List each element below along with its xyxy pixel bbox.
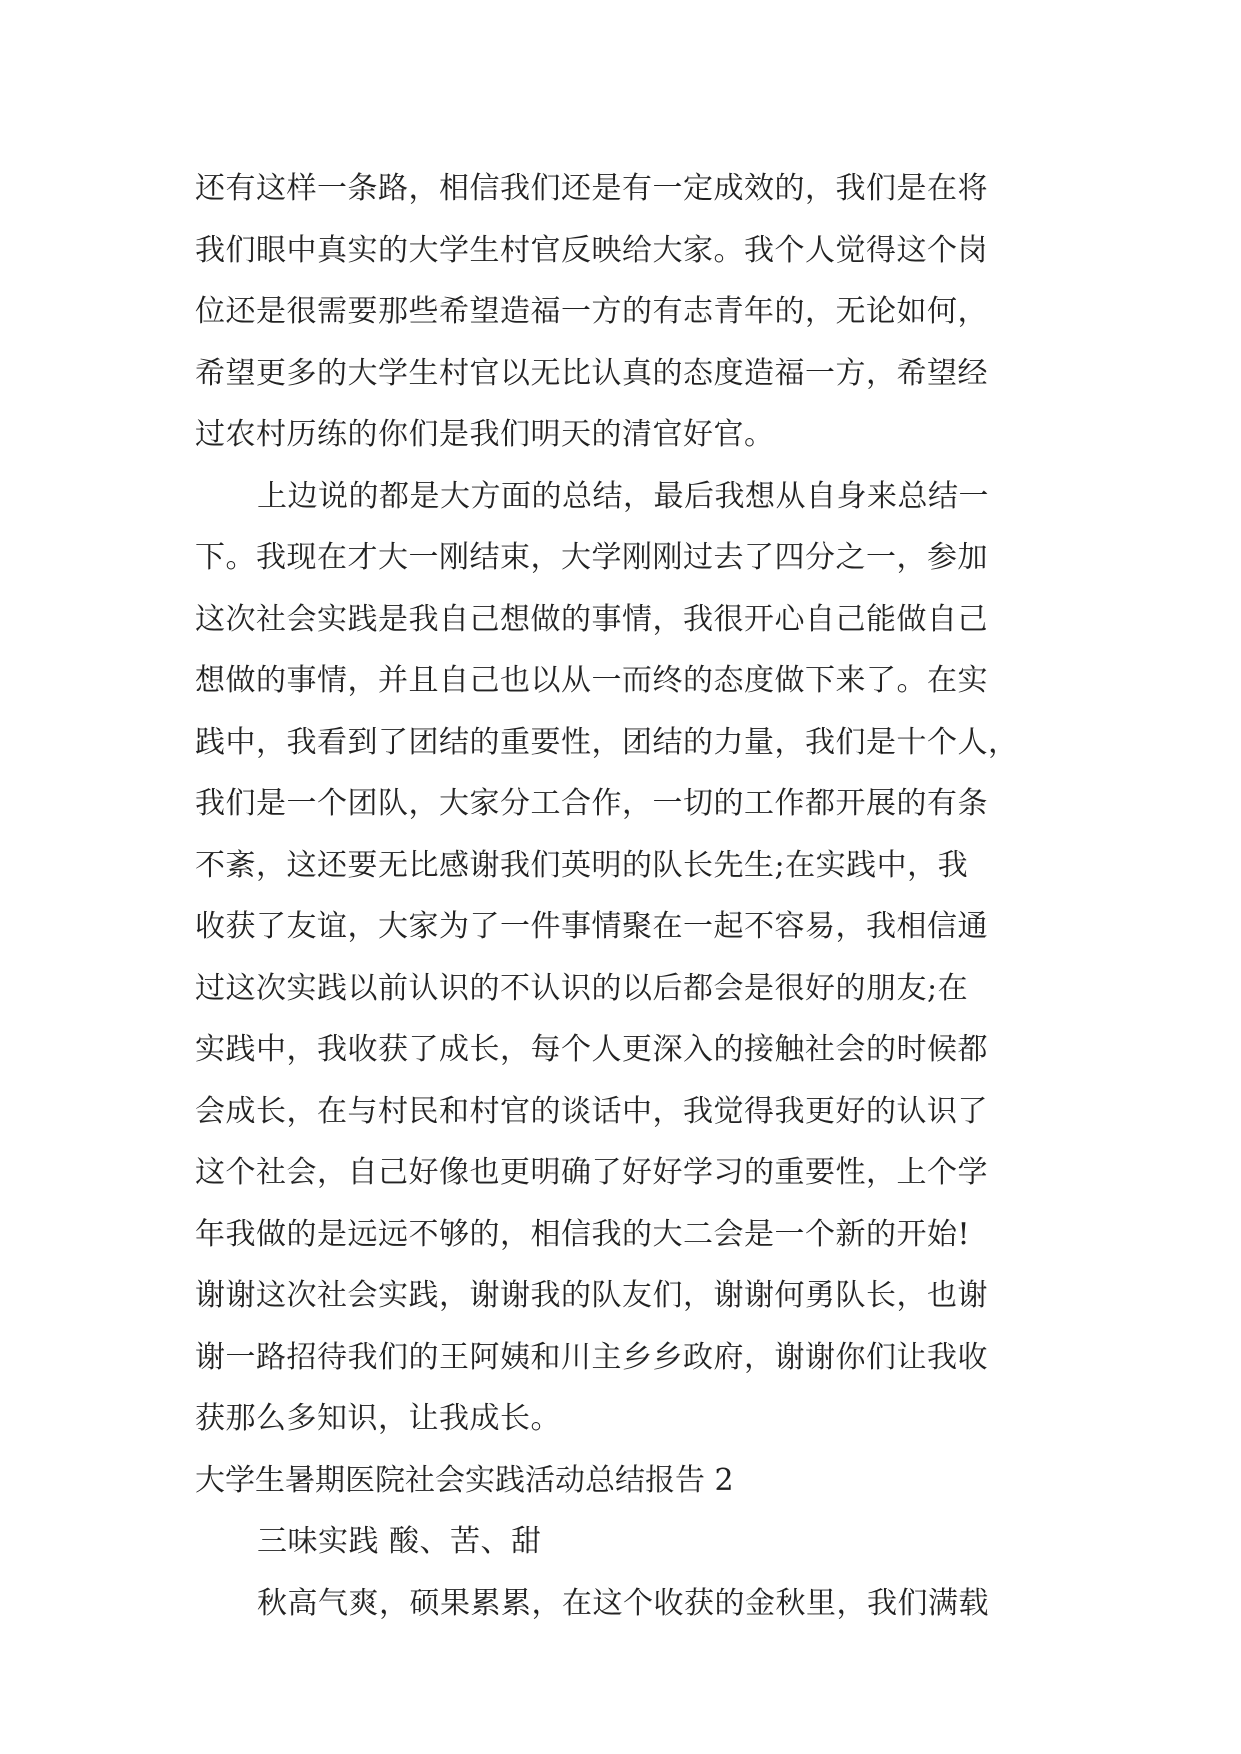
paragraph-first-line: 秋高气爽，硕果累累，在这个收获的金秋里，我们满载	[257, 1585, 989, 1621]
text-line: 过农村历练的你们是我们明天的清官好官。	[195, 417, 775, 452]
text-line: 年我做的是远远不够的，相信我的大二会是一个新的开始!	[195, 1216, 971, 1252]
text-line: 我们眼中真实的大学生村官反映给大家。我个人觉得这个岗	[195, 232, 988, 268]
text-line: 想做的事情，并且自己也以从一而终的态度做下来了。在实	[195, 663, 988, 698]
text-line: 会成长，在与村民和村官的谈话中，我觉得我更好的认识了	[195, 1093, 988, 1129]
text-line: 不紊，这还要无比感谢我们英明的队长先生;在实践中，我	[195, 847, 969, 883]
text-line: 谢谢这次社会实践，谢谢我的队友们，谢谢何勇队长，也谢	[195, 1278, 988, 1313]
text-line: 位还是很需要那些希望造福一方的有志青年的，无论如何，	[195, 294, 988, 329]
text-line: 践中，我看到了团结的重要性，团结的力量，我们是十个人，	[195, 724, 1019, 760]
text-line: 这次社会实践是我自己想做的事情，我很开心自己能做自己	[195, 601, 988, 637]
section-heading: 大学生暑期医院社会实践活动总结报告 2	[195, 1462, 734, 1498]
text-line: 谢一路招待我们的王阿姨和川主乡乡政府，谢谢你们让我收	[195, 1339, 988, 1375]
text-line: 希望更多的大学生村官以无比认真的态度造福一方，希望经	[195, 355, 988, 391]
text-line: 过这次实践以前认识的不认识的以后都会是很好的朋友;在	[195, 970, 969, 1006]
subheading: 三味实践 酸、苦、甜	[257, 1524, 542, 1559]
paragraph-first-line: 上边说的都是大方面的总结，最后我想从自身来总结一	[257, 478, 989, 514]
text-line: 获那么多知识，让我成长。	[195, 1401, 561, 1436]
text-line: 我们是一个团队，大家分工合作，一切的工作都开展的有条	[195, 786, 988, 821]
text-line: 下。我现在才大一刚结束，大学刚刚过去了四分之一，参加	[195, 540, 988, 575]
text-line: 收获了友谊，大家为了一件事情聚在一起不容易，我相信通	[195, 909, 988, 944]
text-line: 这个社会，自己好像也更明确了好好学习的重要性，上个学	[195, 1155, 988, 1190]
text-line: 实践中，我收获了成长，每个人更深入的接触社会的时候都	[195, 1032, 988, 1067]
document-body	[195, 158, 1065, 1634]
text-line: 还有这样一条路，相信我们还是有一定成效的，我们是在将	[195, 171, 988, 206]
